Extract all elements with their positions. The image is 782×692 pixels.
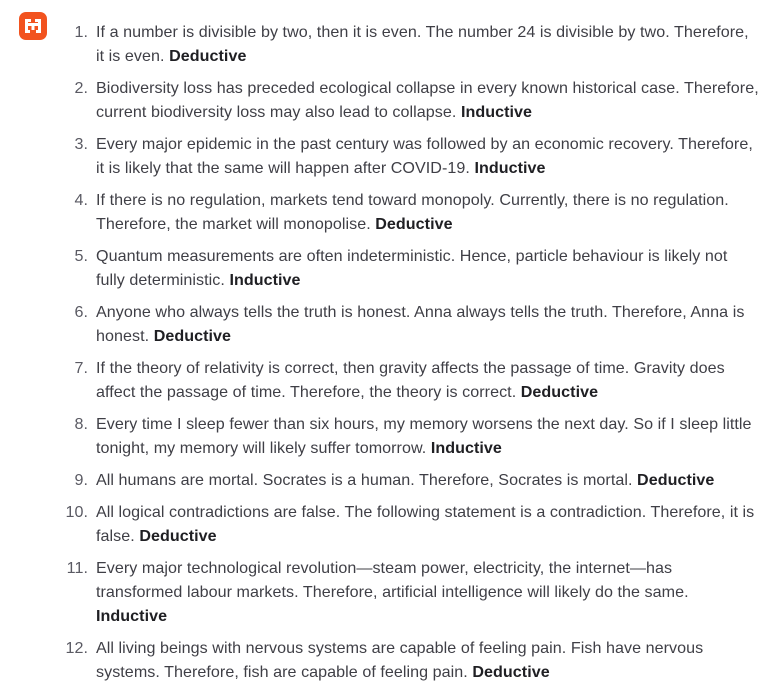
item-text: Quantum measurements are often indeterministic. Hence, particle behaviour is likely not fully deterministic. [96,247,728,289]
list-item [60,468,760,492]
item-label: Deductive [520,383,599,401]
item-label: Deductive [153,327,232,345]
item-text: All living beings with nervous systems are capable of feeling pain. Fish have nervous systems. Therefore, fish are capable of feeling pain. [96,639,704,681]
item-number: 5. [74,247,88,265]
item-number: 2. [74,79,88,97]
item-number: 12. [65,639,88,657]
argument-list [60,20,760,684]
item-number: 11. [66,559,88,577]
list-item [60,356,760,404]
item-number: 7. [74,359,88,377]
list-item [60,636,760,684]
item-text: All logical contradictions are false. The following statement is a contradiction. Therefore, it is false. [96,503,755,545]
item-label: Deductive [637,471,715,489]
list-item [60,556,760,628]
item-number: 8. [74,415,88,433]
item-number: 10. [65,503,88,521]
item-number: 9. [74,471,88,489]
item-label: Deductive [169,47,247,65]
item-label: Inductive [430,439,502,457]
item-text: Every major technological revolution—steam power, electricity, the internet—has transformed labour markets. Therefore, artificial intelligence will likely do the same. [96,559,689,601]
list-item [60,244,760,292]
item-number: 3. [74,135,88,153]
list-item [60,500,760,548]
item-text: If there is no regulation, markets tend toward monopoly. Currently, there is no regulation. Therefore, the market will monopolise. [96,191,729,233]
list-item [60,188,760,236]
item-text: Every major epidemic in the past century was followed by an economic recovery. Therefore, it is likely that the same will happen after COVID-19. [96,135,753,177]
item-label: Inductive [474,159,546,177]
list-item [60,132,760,180]
item-label: Inductive [229,271,301,289]
assistant-message [60,20,760,692]
list-item [60,20,760,68]
item-text: Biodiversity loss has preceded ecological collapse in every known historical case. Therefore, current biodiversity loss may also lead to collapse. [96,79,759,121]
item-text: If a number is divisible by two, then it is even. The number 24 is divisible by two. Therefore, it is even. [96,23,749,65]
item-text: If the theory of relativity is correct, then gravity affects the passage of time. Gravity does affect the passage of time. Therefore, the theory is correct. [96,359,725,401]
item-text: All humans are mortal. Socrates is a human. Therefore, Socrates is mortal. [96,471,633,489]
item-number: 1. [74,23,88,41]
item-label: Deductive [139,527,217,545]
item-label: Deductive [472,663,550,681]
item-label: Deductive [375,215,453,233]
list-item [60,76,760,124]
item-label: Inductive [460,103,533,121]
list-item [60,412,760,460]
item-number: 6. [74,303,88,321]
list-item [60,300,760,348]
mistral-m-logo-icon [24,17,42,35]
item-text: Every time I sleep fewer than six hours, my memory worsens the next day. So if I sleep little tonight, my memory will likely suffer tomorrow. [96,415,752,457]
item-number: 4. [74,191,88,209]
item-text: Anyone who always tells the truth is honest. Anna always tells the truth. Therefore, Anna is honest. [96,303,745,345]
assistant-avatar [19,12,47,40]
item-label: Inductive [96,607,168,625]
